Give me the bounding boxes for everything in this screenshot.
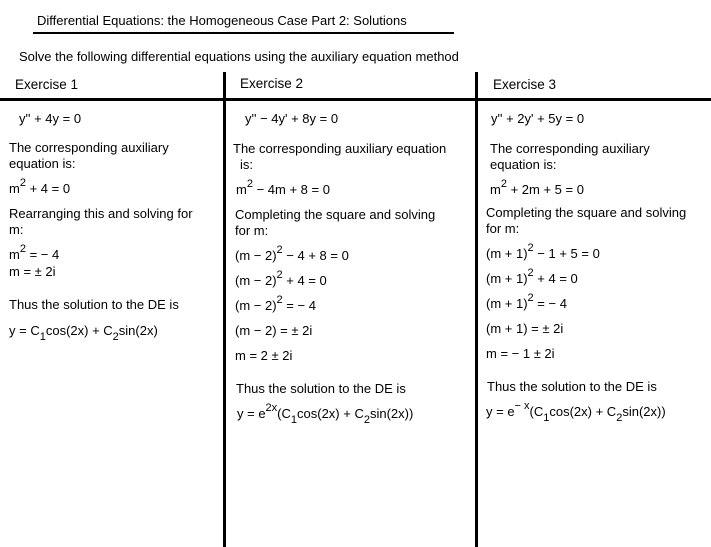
exercise-2-step-1: $(m - 2)^2 - 4 + 8 = 0$ (235, 244, 349, 263)
exercise-3-step-5: m = − 1 ± 2i (486, 346, 555, 361)
exercise-3-step-4: (m + 1) = ± 2i (486, 321, 564, 336)
exercise-2-step-2: $(m - 2)^2 + 4 = 0$ (235, 269, 327, 288)
exercise-2-step-5: m = 2 ± 2i (235, 348, 293, 363)
header-divider (0, 98, 711, 101)
exercise-2-solution: $y = e^{2x}(C_1\cos(2x) + C_2\sin(2x))$ (237, 402, 414, 426)
exercise-3-aux-text-2: equation is: (490, 157, 557, 172)
exercise-3-step-2: $(m + 1)^2 + 4 = 0$ (486, 267, 578, 286)
exercise-3-step-3: $(m + 1)^2$ = − 4 (486, 292, 567, 311)
exercise-2-step-3: $(m - 2)^2$ = − 4 (235, 294, 316, 313)
exercise-1-equation: y'' + 4y = 0 (19, 111, 82, 126)
instruction-text: Solve the following differential equations using the auxiliary equation method (19, 49, 459, 64)
exercise-3-solve-text-2: for m: (486, 221, 520, 236)
exercise-3-solve-text-1: Completing the square and solving (486, 205, 687, 220)
exercise-3-solution: $y = e^{- x}(C_1\cos(2x) + C_2\sin(2x))$ (486, 400, 666, 424)
column-divider-1 (223, 72, 226, 547)
exercise-3-step-1: $(m + 1)^2 - 1 + 5 = 0$ (486, 242, 600, 261)
exercise-2-solve-text-1: Completing the square and solving (235, 207, 436, 222)
exercise-1-conclusion: Thus the solution to the DE is (9, 297, 179, 312)
exercise-3-equation: y'' + 2y' + 5y = 0 (491, 111, 585, 126)
exercise-2-step-4: (m − 2) = ± 2i (235, 323, 313, 338)
exercise-1-step-1: $m^2$ = − 4 (9, 243, 60, 262)
exercise-3-conclusion: Thus the solution to the DE is (487, 379, 657, 394)
exercise-2-heading: Exercise 2 (240, 76, 304, 91)
exercise-1-aux-equation: $m^2 + 4 = 0$ (9, 177, 71, 196)
exercise-1-aux-text-2: equation is: (9, 156, 76, 171)
exercise-1-solve-text-1: Rearranging this and solving for (9, 206, 193, 221)
exercise-2-equation: y'' − 4y' + 8y = 0 (245, 111, 339, 126)
exercise-3-heading: Exercise 3 (493, 77, 557, 92)
page-title: Differential Equations: the Homogeneous Case Part 2: Solutions (37, 13, 407, 28)
title-underline (33, 32, 454, 34)
column-divider-2 (475, 72, 478, 547)
exercise-3-aux-text-1: The corresponding auxiliary (490, 141, 650, 156)
exercise-1-aux-text-1: The corresponding auxiliary (9, 140, 169, 155)
exercise-2-aux-equation: $m^2 - 4m + 8 = 0$ (236, 178, 330, 197)
exercise-1-heading: Exercise 1 (15, 77, 79, 92)
exercise-2-aux-text-1: The corresponding auxiliary equation (233, 141, 447, 156)
exercise-2-solve-text-2: for m: (235, 223, 269, 238)
exercise-1-solution: $y = C_1\cos(2x) + C_2\sin(2x)$ (9, 323, 158, 343)
exercise-1-solve-text-2: m: (9, 222, 24, 237)
exercise-1-step-2: m = ± 2i (9, 264, 56, 279)
exercise-2-aux-text-2: is: (240, 157, 253, 172)
exercise-3-aux-equation: $m^2 + 2m + 5 = 0$ (490, 178, 584, 197)
exercise-2-conclusion: Thus the solution to the DE is (236, 381, 406, 396)
